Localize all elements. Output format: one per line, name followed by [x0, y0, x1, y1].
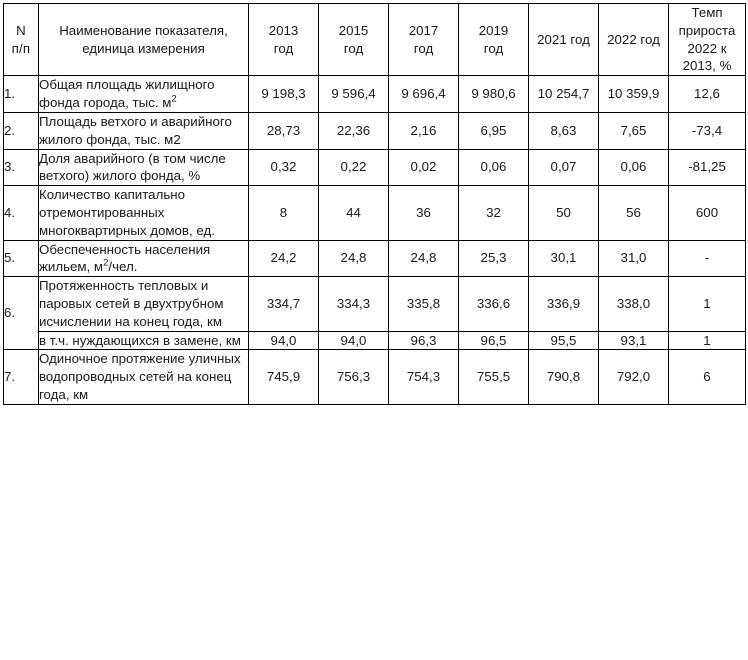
table-row [4, 112, 746, 149]
table-container [3, 3, 745, 405]
header-2013-line1: 2013 [268, 22, 299, 38]
value-cell: 9 980,6 [459, 76, 529, 113]
indicator-name-cell: Количество капитально отремонтированных многоквартирных домов, ед. [39, 186, 249, 240]
value-cell: 24,2 [249, 240, 319, 277]
header-name-line1: Наименование показателя, [59, 22, 228, 38]
header-2015-line1: 2015 [338, 22, 369, 38]
value-cell: 0,07 [529, 149, 599, 186]
header-rate-line2: прироста [678, 22, 736, 38]
indicator-name-cell: Общая площадь жилищного фонда города, тыс. $м^2$ [39, 76, 249, 113]
table-row [4, 350, 746, 404]
growth-rate-cell: - [669, 240, 746, 277]
value-cell: 9 696,4 [389, 76, 459, 113]
value-cell: 94,0 [249, 331, 319, 350]
value-cell: 0,06 [459, 149, 529, 186]
value-cell: 790,8 [529, 350, 599, 404]
header-2015-line2: год [343, 40, 364, 56]
indicators-table [3, 3, 746, 405]
header-2017-line2: год [413, 40, 434, 56]
value-cell: 9 596,4 [319, 76, 389, 113]
header-cell-2015 [319, 4, 389, 76]
value-cell: 30,1 [529, 240, 599, 277]
growth-rate-cell: 1 [669, 277, 746, 331]
value-cell: 334,3 [319, 277, 389, 331]
value-cell: 10 254,7 [529, 76, 599, 113]
value-cell: 96,5 [459, 331, 529, 350]
header-cell-growth-rate [669, 4, 746, 76]
header-cell-number [4, 4, 39, 76]
value-cell: 7,65 [599, 112, 669, 149]
value-cell: 8,63 [529, 112, 599, 149]
table-row [4, 76, 746, 113]
value-cell: 36 [389, 186, 459, 240]
value-cell: 28,73 [249, 112, 319, 149]
value-cell: 755,5 [459, 350, 529, 404]
indicator-name-cell: Протяженность тепловых и паровых сетей в двухтрубном исчислении на конец года, км [39, 277, 249, 331]
value-cell: 792,0 [599, 350, 669, 404]
header-2017-line1: 2017 [408, 22, 439, 38]
value-cell: 754,3 [389, 350, 459, 404]
growth-rate-cell: 1 [669, 331, 746, 350]
value-cell: 0,06 [599, 149, 669, 186]
value-cell: 8 [249, 186, 319, 240]
value-cell: 32 [459, 186, 529, 240]
table-row [4, 186, 746, 240]
value-cell: 9 198,3 [249, 76, 319, 113]
header-rate-line3: 2022 к [687, 40, 727, 56]
value-cell: 0,32 [249, 149, 319, 186]
growth-rate-cell: 12,6 [669, 76, 746, 113]
value-cell: 44 [319, 186, 389, 240]
header-rate-line1: Темп [691, 5, 723, 20]
value-cell: 24,8 [319, 240, 389, 277]
table-row [4, 149, 746, 186]
indicator-name-cell: Доля аварийного (в том числе ветхого) жилого фонда, % [39, 149, 249, 186]
value-cell: 31,0 [599, 240, 669, 277]
header-2019-line2: год [483, 40, 504, 56]
header-2013-line2: год [273, 40, 294, 56]
row-number-cell: 5. [4, 240, 39, 277]
indicator-name-cell: Площадь ветхого и аварийного жилого фонда, тыс. м2 [39, 112, 249, 149]
value-cell: 22,36 [319, 112, 389, 149]
header-cell-2022 [599, 4, 669, 76]
value-cell: 336,6 [459, 277, 529, 331]
row-number-cell: 2. [4, 112, 39, 149]
table-row [4, 240, 746, 277]
value-cell: 25,3 [459, 240, 529, 277]
value-cell: 0,22 [319, 149, 389, 186]
table-header [4, 4, 746, 76]
value-cell: 56 [599, 186, 669, 240]
header-name-line2: единица измерения [82, 40, 205, 56]
value-cell: 336,9 [529, 277, 599, 331]
table-row [4, 331, 746, 350]
header-cell-2013 [249, 4, 319, 76]
value-cell: 2,16 [389, 112, 459, 149]
value-cell: 334,7 [249, 277, 319, 331]
growth-rate-cell: 600 [669, 186, 746, 240]
value-cell: 24,8 [389, 240, 459, 277]
header-2022-line1: 2022 год [607, 31, 660, 47]
header-cell-2019 [459, 4, 529, 76]
value-cell: 6,95 [459, 112, 529, 149]
value-cell: 745,9 [249, 350, 319, 404]
growth-rate-cell: -73,4 [669, 112, 746, 149]
table-row [4, 277, 746, 331]
value-cell: 338,0 [599, 277, 669, 331]
value-cell: 335,8 [389, 277, 459, 331]
header-cell-2017 [389, 4, 459, 76]
indicator-name-cell: в т.ч. нуждающихся в замене, км [39, 331, 249, 350]
indicator-name-cell: Обеспеченность населения жильем, $м^2$/чел. [39, 240, 249, 277]
value-cell: 756,3 [319, 350, 389, 404]
row-number-cell: 3. [4, 149, 39, 186]
value-cell: 93,1 [599, 331, 669, 350]
value-cell: 94,0 [319, 331, 389, 350]
header-2021-line1: 2021 год [537, 31, 590, 47]
row-number-cell: 4. [4, 186, 39, 240]
table-body [4, 76, 746, 405]
header-number-line2: п/п [11, 40, 31, 56]
value-cell: 96,3 [389, 331, 459, 350]
value-cell: 95,5 [529, 331, 599, 350]
value-cell: 0,02 [389, 149, 459, 186]
header-cell-2021 [529, 4, 599, 76]
header-2019-line1: 2019 [478, 22, 509, 38]
header-rate-line4: 2013, % [682, 58, 732, 74]
row-number-cell: 7. [4, 350, 39, 404]
value-cell: 50 [529, 186, 599, 240]
header-cell-indicator-name [39, 4, 249, 76]
value-cell: 10 359,9 [599, 76, 669, 113]
row-number-cell: 6. [4, 277, 39, 350]
growth-rate-cell: 6 [669, 350, 746, 404]
header-number-line1: N [16, 22, 26, 38]
row-number-cell: 1. [4, 76, 39, 113]
header-row [4, 4, 746, 76]
indicator-name-cell: Одиночное протяжение уличных водопроводных сетей на конец года, км [39, 350, 249, 404]
growth-rate-cell: -81,25 [669, 149, 746, 186]
